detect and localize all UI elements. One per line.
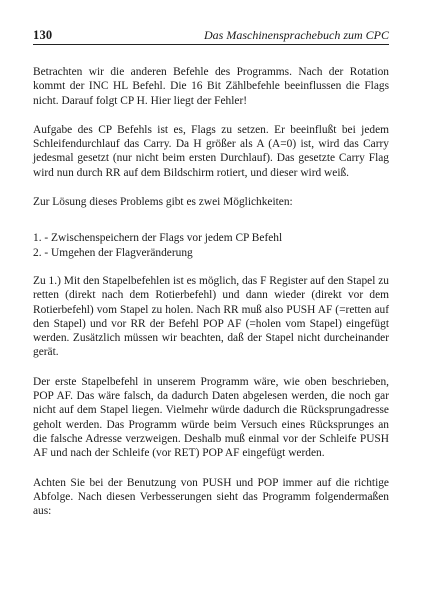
paragraph: Achten Sie bei der Benutzung von PUSH und POP immer auf die richtige Abfolge. Nach diesen Verbesserungen sieht das Programm folgendermaßen aus: xyxy=(33,476,389,518)
paragraph: Zur Lösung dieses Problems gibt es zwei Möglichkeiten: xyxy=(33,196,293,209)
list-item: 2. - Umgehen der Flagveränderung xyxy=(33,246,193,259)
paragraph: Betrachten wir die anderen Befehle des Programms. Nach der Rotation kommt der INC HL Befehl. Die 16 Bit Zählbefehle beeinflussen die Flags nicht. Darauf folgt CP H. Hier liegt der Fehler! xyxy=(33,66,389,107)
running-title: Das Maschinensprachebuch zum CPC xyxy=(204,28,389,42)
paragraph: Aufgabe des CP Befehls ist es, Flags zu setzen. Er beeinflußt bei jedem Schleifendurchlauf das Carry. Da H größer als A (A=0) ist, wird das Carry jedesmal gesetzt (nur nicht beim ersten Durchlauf). Das gesetzte Carry Flag wird nun durch RR auf dem Bildschirm rotiert, und dieser wird weiß. xyxy=(33,123,389,179)
page-header xyxy=(33,28,389,45)
options-list xyxy=(33,231,389,260)
page-number: 130 xyxy=(33,28,53,42)
page-body xyxy=(33,65,389,533)
paragraph: Zu 1.) Mit den Stapelbefehlen ist es möglich, das F Register auf den Stapel zu retten (direkt nach dem Rotierbefehl) und dann wieder (direkt vor dem Rotierbefehl) vom Stapel zu holen. Nach RR muß also PUSH AF (=retten auf den Stapel) und vor RR der Befehl POP AF (=holen vom Stapel) eingefügt werden. Zusätzlich müssen wir beachten, daß der Stapel nicht durcheinander gerät. xyxy=(33,274,389,359)
list-item: 1. - Zwischenspeichern der Flags vor jedem CP Befehl xyxy=(33,232,283,245)
paragraph: Der erste Stapelbefehl in unserem Programm wäre, wie oben beschrieben, POP AF. Das wäre falsch, da dadurch Daten abgelesen werden, die noch gar nicht auf dem Stapel liegen. Vielmehr würde dadurch die Rücksprungadresse geholt werden. Das Programm würde beim Versuch eines Rücksprunges an die falsche Adresse verzweigen. Deshalb muß einmal vor der Schleife PUSH AF und nach der Schleife (vor RET) POP AF eingefügt werden. xyxy=(33,375,389,460)
